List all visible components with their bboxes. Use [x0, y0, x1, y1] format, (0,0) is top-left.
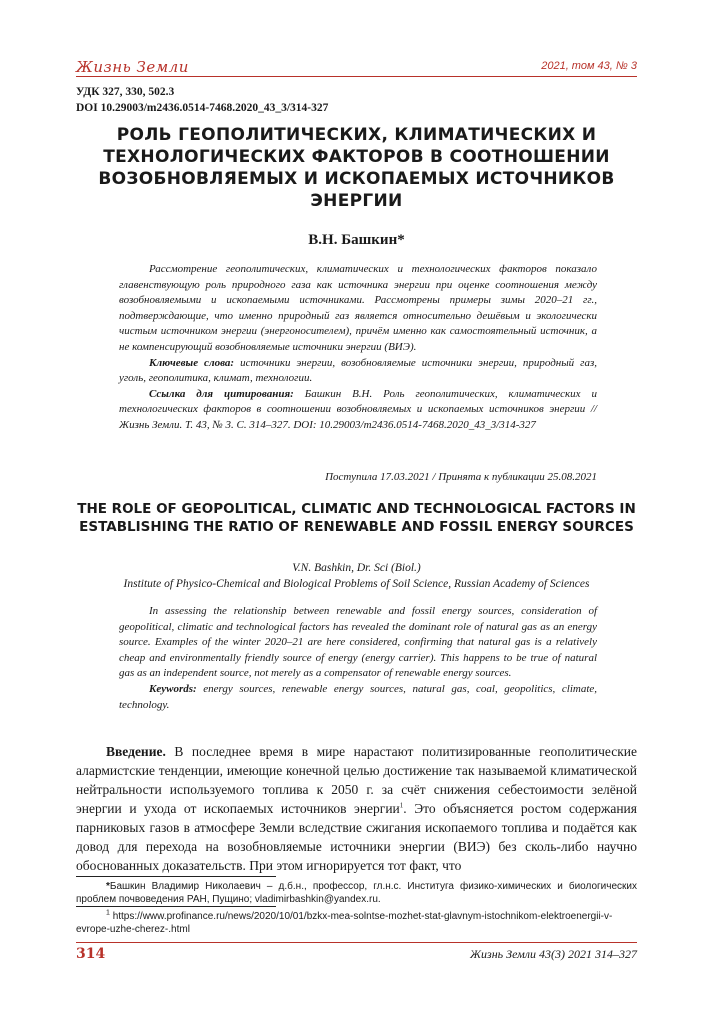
footnote-divider	[76, 876, 276, 877]
author-en: V.N. Bashkin, Dr. Sci (Biol.)	[292, 562, 421, 574]
intro-label: Введение.	[106, 744, 166, 759]
footnote-author-mark: *	[106, 881, 110, 892]
keywords-ru-text: источники энергии, возобновляемые источники энергии, природный газ, уголь, геополитика, климат, технологии.	[119, 356, 597, 385]
intro-text-1: В последнее время в мире нарастают политизированные геополитические алармистские тенденции, имеющие конечной целью достижение так называемой климатической нейтральности используемого топлива к 2050 г. за счёт снижения себестоимости зелёной энергии и ухода от ископаемых источников энергии	[76, 744, 637, 816]
doi: DOI 10.29003/m2436.0514-7468.2020_43_3/314-327	[76, 102, 329, 114]
citation-label: Ссылка для цитирования:	[149, 387, 294, 400]
abstract-ru-block	[119, 262, 597, 434]
keywords-en-text: energy sources, renewable energy sources, natural gas, coal, geopolitics, climate, technology.	[119, 682, 598, 711]
title-ru: РОЛЬ ГЕОПОЛИТИЧЕСКИХ, КЛИМАТИЧЕСКИХ И ТЕХНОЛОГИЧЕСКИХ ФАКТОРОВ В СООТНОШЕНИИ ВОЗОБНОВЛЯЕМЫХ И ИСКОПАЕМЫХ ИСТОЧНИКОВ ЭНЕРГИИ	[98, 125, 615, 211]
footnote-1-mark: 1	[106, 909, 110, 917]
page-number: 314	[76, 946, 106, 962]
body-text	[76, 742, 637, 875]
author-ru: В.Н. Башкин*	[308, 232, 405, 248]
keywords-en-label: Keywords:	[149, 682, 197, 695]
footer-journal-ref: Жизнь Земли 43(3) 2021 314–327	[470, 947, 637, 961]
issue-info: 2021, том 43, № 3	[541, 60, 637, 72]
footnote-divider-2	[76, 906, 276, 907]
intro-paragraph	[76, 742, 637, 875]
footnote-1	[76, 910, 637, 936]
footnote-author-text: Башкин Владимир Николаевич – д.б.н., профессор, гл.н.с. Институга физико-химических и биологических проблем почвоведения РАН, Пущино; vladimirbashkin@yandex.ru.	[76, 881, 637, 905]
received-dates: Поступила 17.03.2021 / Принята к публикации 25.08.2021	[325, 471, 597, 483]
journal-name: Жизнь Земли	[76, 58, 189, 76]
abstract-en-block	[119, 604, 597, 713]
footnote-ref-1[interactable]: 1	[399, 801, 404, 810]
citation-text: Башкин В.Н. Роль геополитических, климатических и технологических факторов в соотношении возобновляемых и ископаемых источников энергии // Жизнь Земли. Т. 43, № 3. С. 314–327. DOI: 10.29003/m2436.0514-7468.2020_43_3/314-327	[119, 387, 597, 431]
keywords-en	[119, 682, 597, 713]
keywords-ru	[119, 356, 597, 387]
header-divider	[76, 76, 637, 77]
keywords-ru-label: Ключевые слова:	[149, 356, 235, 369]
footer-divider	[76, 942, 637, 943]
footnote-author	[76, 880, 637, 906]
title-en: THE ROLE OF GEOPOLITICAL, CLIMATIC AND TECHNOLOGICAL FACTORS IN ESTABLISHING THE RATIO OF RENEWABLE AND FOSSIL ENERGY SOURCES	[77, 501, 636, 535]
footnote-1-link[interactable]: https://www.profinance.ru/news/2020/10/01/bzkx-mea-solntse-mozhet-stat-glavnym-istochnikom-elektroenergii-v-evrope-uzhe-cherez-.html	[76, 911, 613, 935]
udk-code: УДК 327, 330, 502.3	[76, 86, 175, 98]
institution-en: Institute of Physico-Chemical and Biological Problems of Soil Science, Russian Academy of Sciences	[123, 578, 590, 590]
article-meta	[76, 84, 328, 116]
abstract-ru: Рассмотрение геополитических, климатических и технологических факторов показало главенствующую роль природного газа как источника энергии при оценке соотношения между возобновляемыми и ископаемыми источниками. Рассмотрены примеры зимы 2020–21 гг., подтверждающие, что именно природный газ является относительно дешёвым и экологически чистым источником энергии (энергоносителем), причём именно как самостоятельный источник, а не компенсирующий возобновляемые источники энергии (ВИЭ).	[119, 263, 597, 353]
citation	[119, 387, 597, 434]
abstract-en: In assessing the relationship between renewable and fossil energy sources, consideration of geopolitical, climatic and technological factors has revealed the dominant role of natural gas as an energy source. Examples of the winter 2020–21 are here considered, confirming that natural gas is a relatively cheap and environmentally friendly source of energy (energy carrier). This happens to be true of natural gas as an independent source, not merely as a compensator of renewable energy sources.	[119, 605, 597, 680]
intro-text-2: . Это объясняется ростом содержания парниковых газов в атмосфере Земли вследствие сжигания ископаемого топлива и подаётся как довод для перехода на возобновляемые источники энергии (ВИЭ) без сколь-либо научно обоснованных доказательств. При этом игнорируется тот факт, что	[76, 801, 637, 873]
